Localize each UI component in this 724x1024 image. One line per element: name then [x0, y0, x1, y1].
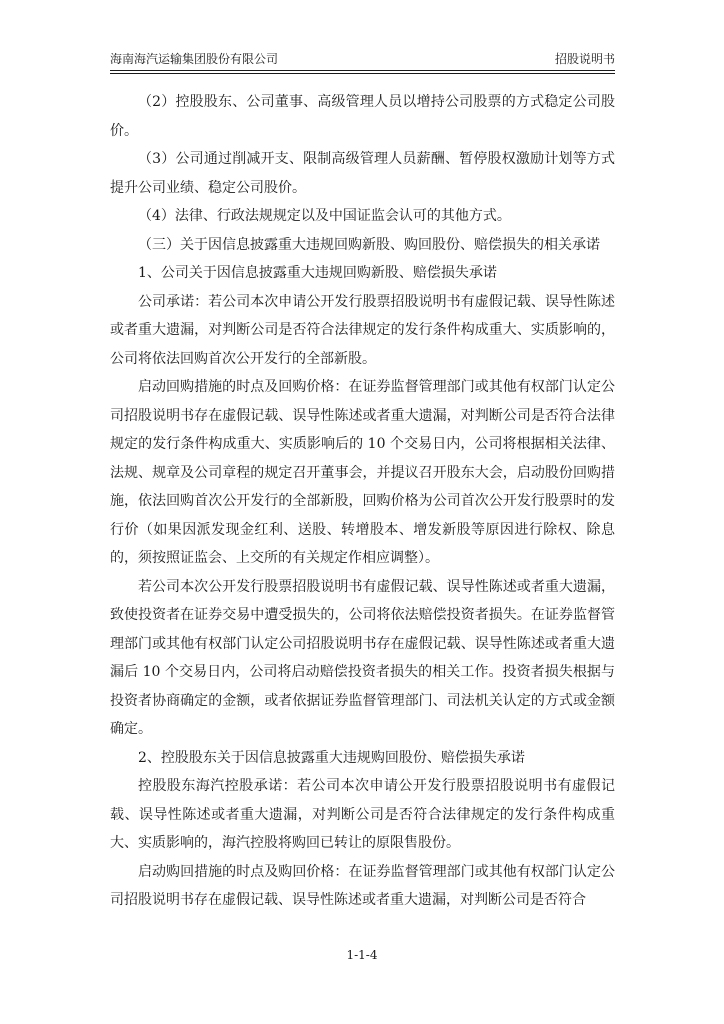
- header-company-name: 海南海汽运输集团股份有限公司: [110, 52, 279, 66]
- paragraph-company-commitment: 公司承诺：若公司本次申请公开发行股票招股说明书有虚假记载、误导性陈述或者重大遗漏，对判断公司是否符合法律规定的发行条件构成重大、实质影响的，公司将依法回购首次公开发行的全部新股。: [110, 293, 615, 367]
- paragraph-buyback-timing: 启动购回措施的时点及购回价格：在证券监督管理部门或其他有权部门认定公司招股说明书存在虚假记载、误导性陈述或者重大遗漏，对判断公司是否符合: [110, 863, 615, 908]
- header-document-type: 招股说明书: [554, 52, 615, 66]
- header-rule: [110, 70, 615, 71]
- paragraph-measure-4: （4）法律、行政法规规定以及中国证监会认可的其他方式。: [138, 208, 511, 224]
- page-header: [110, 50, 615, 72]
- paragraph-compensation: 若公司本次公开发行股票招股说明书有虚假记载、误导性陈述或者重大遗漏，致使投资者在证券交易中遭受损失的，公司将依法赔偿投资者损失。在证券监督管理部门或其他有权部门认定公司招股说明书存在虚假记载、误导性陈述或者重大遗漏后 10 个交易日内，公司将启动赔偿投资者损失的相关工作。投资者损失根据与投资者协商确定的金额，或者依据证券监督管理部门、司法机关认定的方式或金额确定。: [110, 578, 615, 737]
- subheading-company-commitment: 1、公司关于因信息披露重大违规回购新股、赔偿损失承诺: [138, 265, 497, 281]
- document-body: [110, 88, 615, 915]
- paragraph-measure-2: （2）控股股东、公司董事、高级管理人员以增持公司股票的方式稳定公司股价。: [110, 94, 615, 139]
- paragraph-controlling-shareholder-commitment: 控股股东海汽控股承诺：若公司本次申请公开发行股票招股说明书有虚假记载、误导性陈述或者重大遗漏，对判断公司是否符合法律规定的发行条件构成重大、实质影响的，海汽控股将购回已转让的原限售股份。: [110, 778, 615, 851]
- subheading-controlling-shareholder: 2、控股股东关于因信息披露重大违规购回股份、赔偿损失承诺: [138, 749, 525, 766]
- paragraph-measure-3: （3）公司通过削减开支、限制高级管理人员薪酬、暂停股权激励计划等方式提升公司业绩、稳定公司股价。: [110, 151, 615, 196]
- section-heading-commitments: （三）关于因信息披露重大违规回购新股、购回股份、赔偿损失的相关承诺: [138, 236, 600, 253]
- page-number: 1-1-4: [346, 948, 378, 962]
- paragraph-repurchase-timing: 启动回购措施的时点及回购价格：在证券监督管理部门或其他有权部门认定公司招股说明书存在虚假记载、误导性陈述或者重大遗漏，对判断公司是否符合法律规定的发行条件构成重大、实质影响后的 10 个交易日内，公司将根据相关法律、法规、规章及公司章程的规定召开董事会，并提议召开股东大会，启动股份回购措施，依法回购首次公开发行的全部新股，回购价格为公司首次公开发行股票时的发行价（如果因派发现金红利、送股、转增股本、增发新股等原因进行除权、除息的，须按照证监会、上交所的有关规定作相应调整）。: [110, 379, 615, 566]
- header-rule-thin: [110, 73, 615, 74]
